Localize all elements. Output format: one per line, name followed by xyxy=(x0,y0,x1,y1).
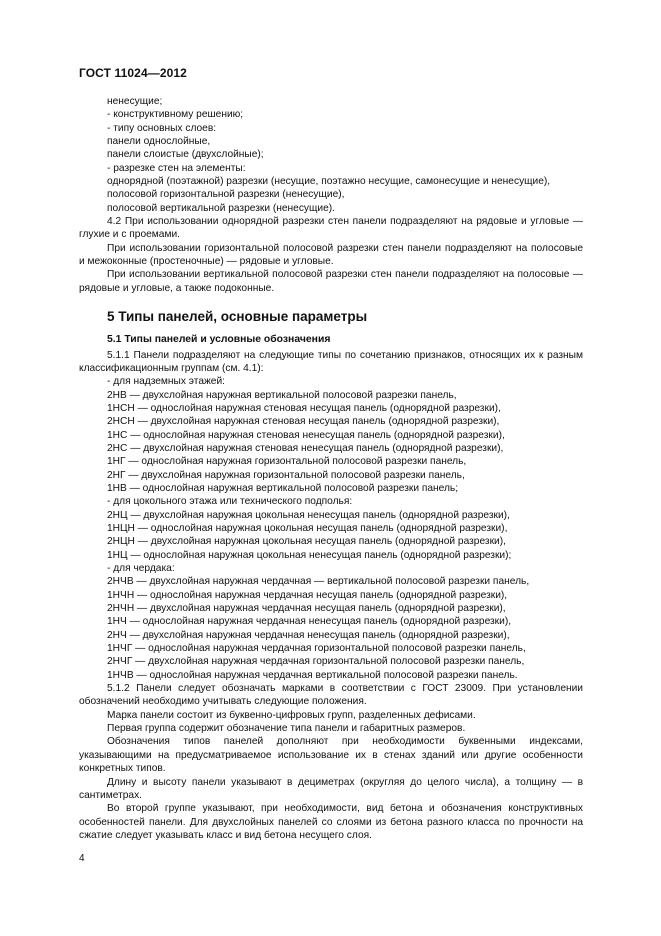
paragraph-5-1-1: 5.1.1 Панели подразделяют на следующие типы по сочетанию признаков, относящих их к разным классификационным группам (см. 4.1): xyxy=(79,349,583,374)
paragraph-first-group: Первая группа содержит обозначение типа панели и габаритных размеров. xyxy=(107,723,466,735)
list-group-heading: - для цокольного этажа или технического подполья: xyxy=(107,496,353,508)
list-item: 2НЧН — двухслойная наружная чердачная несущая панель (однорядной разрезки), xyxy=(107,603,506,615)
list-item: 1НЧ — однослойная наружная чердачная ненесущая панель (однорядной разрезки), xyxy=(107,616,512,628)
list-item: 2НЧ — двухслойная наружная чердачная ненесущая панель (однорядной разрезки), xyxy=(107,629,510,641)
paragraph-horizontal: При использовании горизонтальной полосовой разрезки стен панели подразделяют на полосовые и межоконные (простеночные) — рядовые и угловые. xyxy=(79,242,583,268)
list-group-heading: - для чердака: xyxy=(107,563,175,574)
section-5-heading: 5 Типы панелей, основные параметры xyxy=(107,309,368,325)
paragraph-5-1-2: 5.1.2 Панели следует обозначать марками в соответствии с ГОСТ 23009. При установлении обозначений необходимо учитывать следующие положения. xyxy=(79,683,583,708)
list-item: 1НВ — однослойная наружная вертикальной полосовой разрезки панель; xyxy=(107,482,459,494)
list-group-heading: - для надземных этажей: xyxy=(107,376,225,388)
list-item: 1НЦ — однослойная наружная цокольная ненесущая панель (однорядной разрезки); xyxy=(107,549,512,561)
list-item: 2НЦ — двухслойная наружная цокольная ненесущая панель (однорядной разрезки), xyxy=(107,509,510,521)
list-item: 1НГ — однослойная наружная горизонтальной полосовой разрезки панель, xyxy=(107,456,467,468)
list-item: 1НЦН — однослойная наружная цокольная несущая панель (однорядной разрезки), xyxy=(107,522,508,534)
list-item: 1НЧГ — однослойная наружная чердачная горизонтальной полосовой разрезки панель, xyxy=(107,643,526,655)
list-item: 2НЦН — двухслойная наружная цокольная несущая панель (однорядной разрезки), xyxy=(107,536,506,548)
paragraph-second-group: Во второй группе указывают, при необходимости, вид бетона и обозначения конструктивных особенностей панели. Для двухслойных панелей со слоями из бетона разного класса по прочности на сжатие следует указывать класс и вид бетона несущего слоя. xyxy=(79,803,583,841)
list-item: 1НЧВ — однослойная наружная чердачная вертикальной полосовой разрезки панель. xyxy=(107,669,518,681)
list-item: - разрезке стен на элементы: xyxy=(107,162,246,174)
page-header: ГОСТ 11024—2012 xyxy=(79,66,187,80)
list-item: 2НС — двухслойная наружная стеновая ненесущая панель (однорядной разрезки), xyxy=(107,442,504,454)
paragraph-vertical: При использовании вертикальной полосовой разрезки стен панели подразделяют на полосовые — рядовые и угловые, а также подоконные. xyxy=(79,269,583,294)
paragraph-mark: Марка панели состоит из буквенно-цифровых групп, разделенных дефисами. xyxy=(107,709,476,721)
text-line: полосовой вертикальной разрезки (ненесущие). xyxy=(107,202,335,214)
list-item: 2НЧВ — двухслойная наружная чердачная — вертикальной полосовой разрезки панель, xyxy=(107,576,530,588)
paragraph-4-2: 4.2 При использовании однорядной разрезки стен панели подразделяют на рядовые и угловые — глухие и с проемами. xyxy=(79,216,583,241)
page-content xyxy=(79,95,583,842)
text-line: панели однослойные, xyxy=(107,136,211,148)
list-item: 2НЧГ — двухслойная наружная чердачная горизонтальной полосовой разрезки панель, xyxy=(107,656,525,668)
list-item: 2НВ — двухслойная наружная вертикальной полосовой разрезки панель, xyxy=(107,389,457,401)
page-number: 4 xyxy=(79,853,85,864)
text-line: панели слоистые (двухслойные); xyxy=(107,149,264,161)
text-line: однорядной (поэтажной) разрезки (несущие, поэтажно несущие, самонесущие и ненесущие), xyxy=(107,176,551,188)
list-item: 2НГ — двухслойная наружная горизонтальной полосовой разрезки панель, xyxy=(107,469,465,481)
section-5-1-heading: 5.1 Типы панелей и условные обозначения xyxy=(107,334,331,346)
list-item: - конструктивному решению; xyxy=(107,109,244,121)
list-item: - типу основных слоев: xyxy=(107,122,217,134)
list-item: 1НСН — однослойная наружная стеновая несущая панель (однорядной разрезки), xyxy=(107,402,501,414)
paragraph-dimensions: Длину и высоту панели указывают в дециметрах (округляя до целого числа), а толщину — в сантиметрах. xyxy=(79,776,583,801)
text-line: ненесущие; xyxy=(107,96,163,107)
paragraph-type-indices: Обозначения типов панелей дополняют при необходимости буквенными индексами, указывающими на предусматриваемое использование их в стенах зданий или другие особенности конкретных типов. xyxy=(79,736,583,775)
text-line: полосовой горизонтальной разрезки (ненесущие), xyxy=(107,189,345,201)
list-item: 1НС — однослойная наружная стеновая ненесущая панель (однорядной разрезки), xyxy=(107,429,505,441)
list-item: 2НСН — двухслойная наружная стеновая несущая панель (однорядной разрезки), xyxy=(107,416,500,428)
list-item: 1НЧН — однослойная наружная чердачная несущая панель (однорядной разрезки), xyxy=(107,589,508,601)
